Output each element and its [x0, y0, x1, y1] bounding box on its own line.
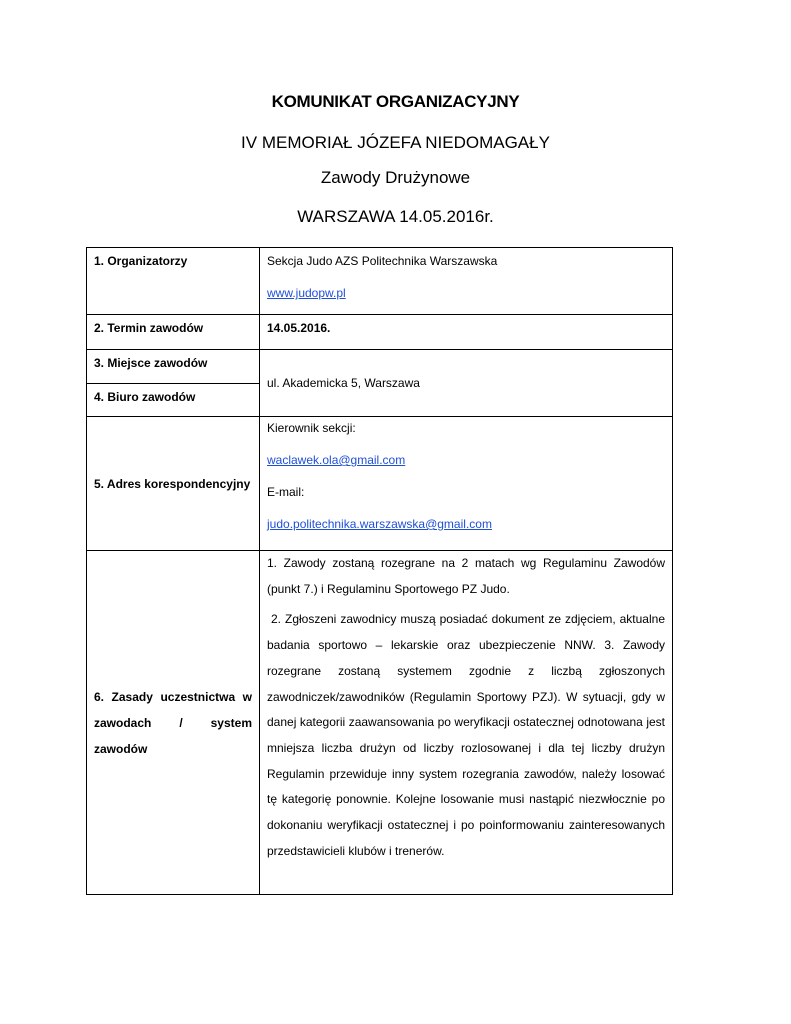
organizers-value-cell: [260, 248, 673, 315]
contact-label: 5. Adres korespondencyjny: [94, 476, 251, 491]
rules-label: 6. Zasady uczestnictwa w zawodach / system zawodów: [94, 689, 252, 756]
date-label-cell: [87, 315, 260, 350]
venue-label: 3. Miejsce zawodów: [94, 356, 208, 370]
rules-paragraph-2: 2. Zgłoszeni zawodnicy muszą posiadać dokument ze zdjęciem, aktualne badania sportowo – lekarskie oraz ubezpieczenie NNW. 3. Zawody rozegrane zostaną systemem zgodnie z liczbą zgłoszonych zawodniczek/zawodników (Regulamin Sportowy PZJ). W sytuacji, gdy w danej kategorii zaawansowania po weryfikacji ostatecznej odnotowana jest mniejsza liczba drużyn od liczby rozlosowanej i dla tej liczby drużyn Regulamin przewiduje inny system rozegrania zawodów, należy losować tę kategorię ponownie. Kolejne losowanie musi nastąpić niezwłocznie po dokonaniu weryfikacji ostatecznej i po poinformowaniu zainteresowanych przedstawicieli klubów i trenerów.: [267, 612, 665, 858]
office-label-cell: [87, 384, 260, 417]
organizers-label: 1. Organizatorzy: [94, 254, 188, 268]
manager-label: Kierownik sekcji:: [267, 421, 356, 435]
table-row-contact: [87, 417, 673, 551]
table-row-date: [87, 315, 673, 350]
organizers-name: Sekcja Judo AZS Politechnika Warszawska: [267, 254, 498, 268]
document-title: KOMUNIKAT ORGANIZACYJNY: [271, 92, 520, 111]
venue-value-cell: [260, 350, 673, 417]
email-label: E-mail:: [267, 485, 305, 499]
rules-label-cell: [87, 551, 260, 895]
organizers-label-cell: [87, 248, 260, 315]
date-value: 14.05.2016.: [267, 321, 331, 335]
venue-value: ul. Akademicka 5, Warszawa: [267, 376, 420, 390]
info-table: [86, 247, 673, 895]
table-row-rules: [87, 551, 673, 895]
venue-label-cell: [87, 350, 260, 384]
contact-value-cell: [260, 417, 673, 551]
memorial-title: IV MEMORIAŁ JÓZEFA NIEDOMAGAŁY: [241, 133, 550, 152]
email-link[interactable]: judo.politechnika.warszawska@gmail.com: [267, 517, 492, 531]
office-label: 4. Biuro zawodów: [94, 390, 196, 404]
organizers-website-link[interactable]: www.judopw.pl: [267, 286, 346, 300]
rules-paragraph-1: 1. Zawody zostaną rozegrane na 2 matach wg Regulaminu Zawodów (punkt 7.) i Regulaminu Sportowego PZ Judo.: [267, 556, 665, 596]
contact-label-cell: [87, 417, 260, 551]
event-type: Zawody Drużynowe: [320, 168, 471, 187]
rules-value-cell: [260, 551, 673, 895]
date-label: 2. Termin zawodów: [94, 321, 204, 335]
table-row-organizers: [87, 248, 673, 315]
place-date: WARSZAWA 14.05.2016r.: [297, 207, 494, 226]
table-row-venue: [87, 350, 673, 384]
date-value-cell: [260, 315, 673, 350]
manager-email-link[interactable]: waclawek.ola@gmail.com: [267, 453, 406, 467]
